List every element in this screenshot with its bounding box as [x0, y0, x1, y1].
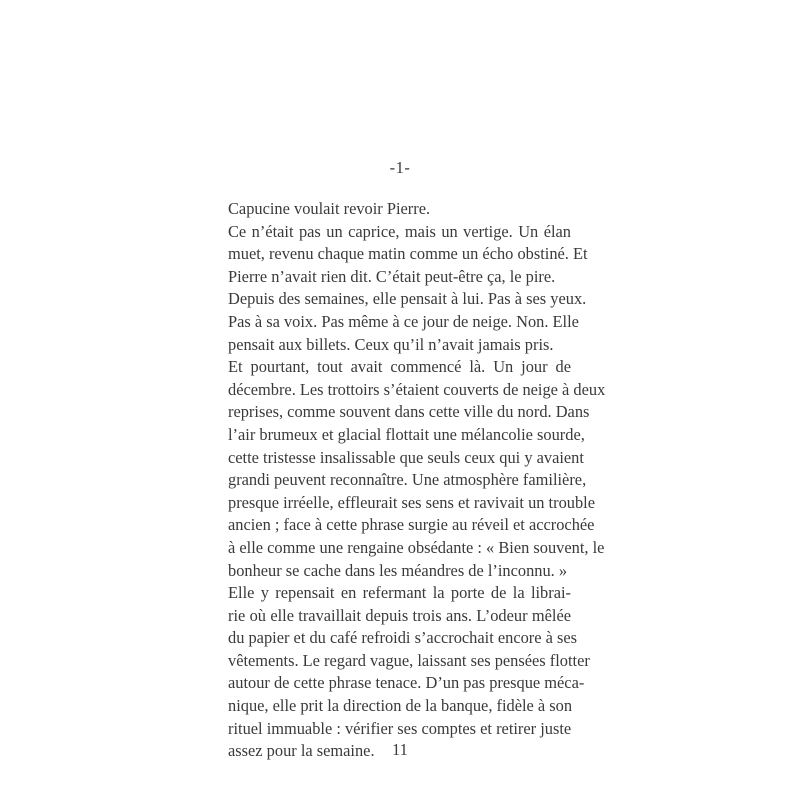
text-line: grandi peuvent reconnaître. Une atmosphère familière,: [228, 470, 587, 490]
text-line: Et pourtant, tout avait commencé là. Un jour de: [228, 357, 571, 377]
text-line: assez pour la semaine.: [228, 741, 375, 761]
text-line: Pierre n’avait rien dit. C’était peut-être ça, le pire.: [228, 266, 556, 286]
text-line: autour de cette phrase tenace. D’un pas presque méca-: [228, 673, 585, 693]
chapter-number: -1-: [389, 158, 411, 177]
text-line: vêtements. Le regard vague, laissant ses pensées flotter: [228, 650, 590, 670]
text-line: muet, revenu chaque matin comme un écho obstiné. Et: [228, 244, 588, 264]
body-text: [228, 198, 606, 763]
text-line: ancien ; face à cette phrase surgie au réveil et accrochée: [228, 515, 595, 535]
text-line: cette tristesse insalissable que seuls ceux qui y avaient: [228, 447, 584, 467]
text-line: presque irréelle, effleurait ses sens et ravivait un trouble: [228, 492, 595, 512]
text-line: Depuis des semaines, elle pensait à lui. Pas à ses yeux.: [228, 289, 587, 309]
text-line: bonheur se cache dans les méandres de l’inconnu. »: [228, 560, 568, 580]
text-line: Pas à sa voix. Pas même à ce jour de neige. Non. Elle: [228, 311, 579, 331]
text-line: à elle comme une rengaine obsédante : « Bien souvent, le: [228, 537, 605, 557]
page-number: 11: [392, 740, 408, 759]
text-line: reprises, comme souvent dans cette ville du nord. Dans: [228, 402, 590, 422]
text-line: pensait aux billets. Ceux qu’il n’avait jamais pris.: [228, 334, 554, 354]
text-line: décembre. Les trottoirs s’étaient couverts de neige à deux: [228, 379, 606, 399]
text-line: nique, elle prit la direction de la banque, fidèle à son: [228, 696, 573, 716]
text-line: rituel immuable : vérifier ses comptes et retirer juste: [228, 718, 572, 738]
text-line: Elle y repensait en refermant la porte de la librai-: [228, 583, 571, 603]
text-line: Ce n’était pas un caprice, mais un vertige. Un élan: [228, 221, 571, 241]
text-line: rie où elle travaillait depuis trois ans. L’odeur mêlée: [228, 605, 571, 625]
text-line: du papier et du café refroidi s’accrochait encore à ses: [228, 628, 578, 648]
text-line: l’air brumeux et glacial flottait une mélancolie sourde,: [228, 424, 585, 444]
text-line: Capucine voulait revoir Pierre.: [228, 199, 431, 218]
